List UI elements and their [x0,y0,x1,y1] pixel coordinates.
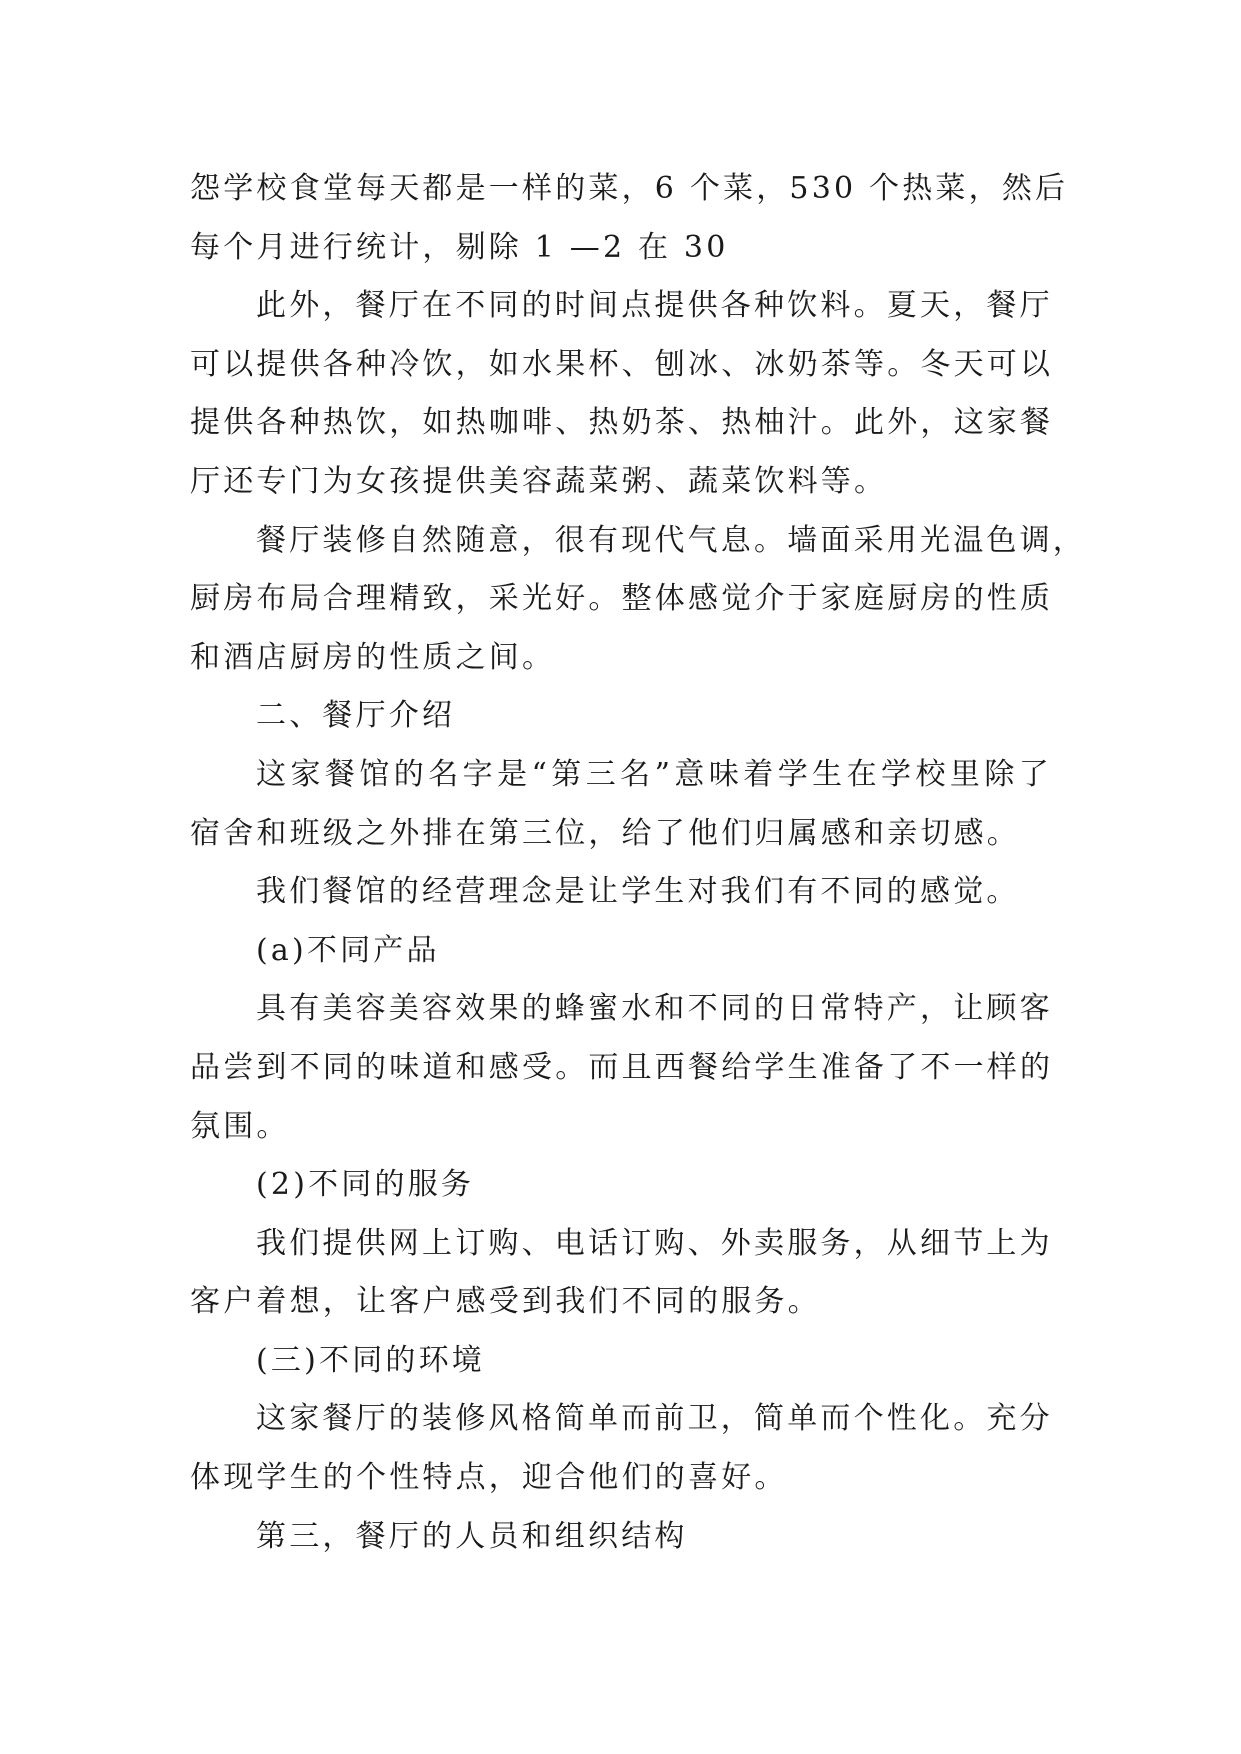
paragraph-continuation [190,160,1069,277]
text-line: 氛围。 [190,1108,290,1144]
paragraph-products [190,980,1052,1156]
heading-line: 第三，餐厅的人员和组织结构 [256,1518,688,1554]
section-heading-staff [190,1508,1052,1567]
paragraph-drinks [190,277,1052,511]
paragraph-restaurant-name [190,746,1052,863]
text-line: 怨学校食堂每天都是一样的菜，6 个菜，530 个热菜，然后 [190,171,1069,206]
text-line: 此外，餐厅在不同的时间点提供各种饮料。夏天，餐厅 [256,288,1053,324]
text-line: 厨房布局合理精致，采光好。整体感觉介于家庭厨房的性质 [190,581,1054,617]
text-line: 品尝到不同的味道和感受。而且西餐给学生准备了不一样的 [190,1049,1054,1085]
text-line: 体现学生的个性特点，迎合他们的喜好。 [190,1460,788,1496]
text-line: 客户着想，让客户感受到我们不同的服务。 [190,1284,821,1320]
heading-line: (三)不同的环境 [256,1342,486,1378]
paragraph-environment [190,1390,1052,1507]
document-body [190,160,1086,1566]
paragraph-decoration [190,512,1086,688]
text-line: 我们餐馆的经营理念是让学生对我们有不同的感觉。 [256,874,1020,910]
text-line: 可以提供各种冷饮，如水果杯、刨冰、冰奶茶等。冬天可以 [190,346,1054,382]
paragraph-philosophy [190,863,1052,922]
text-line: 和酒店厨房的性质之间。 [190,639,556,675]
subheading-services [190,1156,1052,1215]
heading-line: 二、餐厅介绍 [256,698,456,734]
subheading-environment [190,1332,1052,1391]
paragraph-services [190,1215,1052,1332]
heading-line: (a)不同产品 [256,932,440,968]
text-line: 餐厅装修自然随意，很有现代气息。墙面采用光温色调， [256,522,1086,558]
text-line: 这家餐厅的装修风格简单而前卫，简单而个性化。充分 [256,1401,1053,1437]
text-line: 厅还专门为女孩提供美容蔬菜粥、蔬菜饮料等。 [190,463,888,499]
text-line: 每个月进行统计，剔除 1 —2 在 30 [190,229,729,265]
text-line: 具有美容美容效果的蜂蜜水和不同的日常特产，让顾客 [256,991,1053,1027]
section-heading-restaurant-intro [190,687,1052,746]
text-line: 提供各种热饮，如热咖啡、热奶茶、热柚汁。此外，这家餐 [190,405,1054,441]
text-line: 宿舍和班级之外排在第三位，给了他们归属感和亲切感。 [190,815,1020,851]
text-line: 我们提供网上订购、电话订购、外卖服务，从细节上为 [256,1225,1053,1261]
text-line: 这家餐馆的名字是“第三名”意味着学生在学校里除了 [256,756,1052,792]
subheading-products [190,922,1052,981]
heading-line: (2)不同的服务 [256,1167,475,1203]
